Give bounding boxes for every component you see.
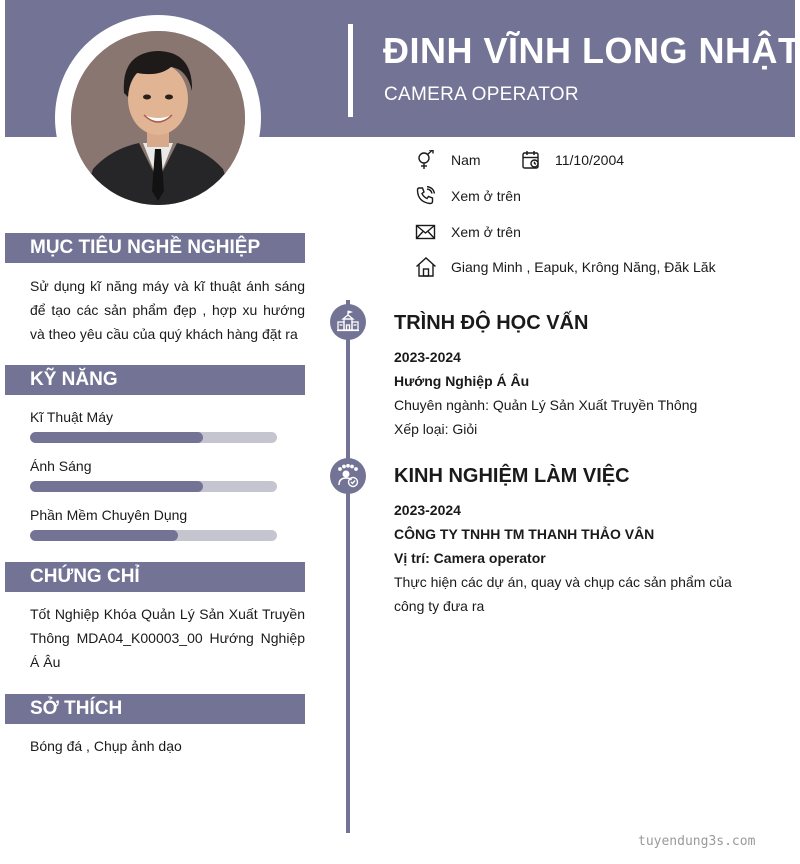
avatar [71, 31, 245, 205]
contact-phone [415, 186, 521, 206]
education-heading: TRÌNH ĐỘ HỌC VẤN [394, 312, 589, 334]
skill-bar-track [30, 432, 277, 443]
contact-gender [415, 150, 481, 170]
certificates-heading: CHỨNG CHỈ [5, 562, 305, 592]
objective-text: Sử dụng kĩ năng máy và kĩ thuật ánh sáng để tạo các sản phẩm đẹp , hợp xu hướng và theo yêu cầu của quý khách hàng đặt ra [30, 278, 305, 342]
gender-value: Nam [451, 152, 481, 168]
skill-label: Kĩ Thuật Máy [30, 409, 114, 425]
education-period: 2023-2024 [394, 349, 461, 365]
experience-position: Vị trí: Camera operator [394, 550, 546, 566]
employee-rating-icon [336, 464, 360, 488]
timeline-line [346, 300, 350, 833]
objective-heading: MỤC TIÊU NGHỀ NGHIỆP [5, 233, 305, 263]
job-title: CAMERA OPERATOR [384, 84, 579, 105]
education-school: Hướng Nghiệp Á Âu [394, 373, 530, 389]
skill-label: Phần Mềm Chuyên Dụng [30, 507, 188, 523]
email-value: Xem ở trên [451, 224, 521, 240]
address-value: Giang Minh , Eapuk, Krông Năng, Đăk Lăk [451, 259, 716, 275]
certificates-text: Tốt Nghiệp Khóa Quản Lý Sản Xuất Truyền Thông MDA04_K00003_00 Hướng Nghiệp Á Âu [30, 606, 305, 670]
hobbies-heading: SỞ THÍCH [5, 694, 305, 724]
birthdate-value: 11/10/2004 [555, 152, 625, 168]
home-icon [415, 256, 437, 278]
contact-address [415, 256, 716, 278]
experience-period: 2023-2024 [394, 502, 461, 518]
skills-heading: KỸ NĂNG [5, 365, 305, 395]
gender-icon [415, 150, 437, 170]
skill-label: Ánh Sáng [30, 458, 92, 474]
contact-birthdate [521, 150, 624, 170]
mail-icon [415, 222, 437, 242]
education-major: Chuyên ngành: Quản Lý Sản Xuất Truyền Thông [394, 397, 698, 413]
hobbies-text: Bóng đá , Chụp ảnh dạo [30, 738, 182, 754]
experience-company: CÔNG TY TNHH TM THANH THẢO VÂN [394, 526, 655, 542]
skill-bar-fill [30, 530, 178, 541]
experience-description: Thực hiện các dự án, quay và chụp các sản phẩm của công ty đưa ra [394, 574, 732, 614]
skill-bar-fill [30, 432, 203, 443]
skill-bar-fill [30, 481, 203, 492]
candidate-name: ĐINH VĨNH LONG NHẬT [383, 30, 800, 71]
skill-bar-track [30, 530, 277, 541]
contact-email [415, 222, 521, 242]
education-node [330, 304, 366, 340]
skill-bar-track [30, 481, 277, 492]
calendar-icon [521, 150, 541, 170]
watermark: tuyendung3s.com [638, 834, 756, 849]
experience-heading: KINH NGHIỆM LÀM VIỆC [394, 465, 630, 487]
experience-node [330, 458, 366, 494]
school-icon [336, 310, 360, 334]
header-divider [348, 24, 353, 117]
phone-icon [415, 186, 437, 206]
phone-value: Xem ở trên [451, 188, 521, 204]
education-grade: Xếp loại: Giỏi [394, 421, 478, 437]
